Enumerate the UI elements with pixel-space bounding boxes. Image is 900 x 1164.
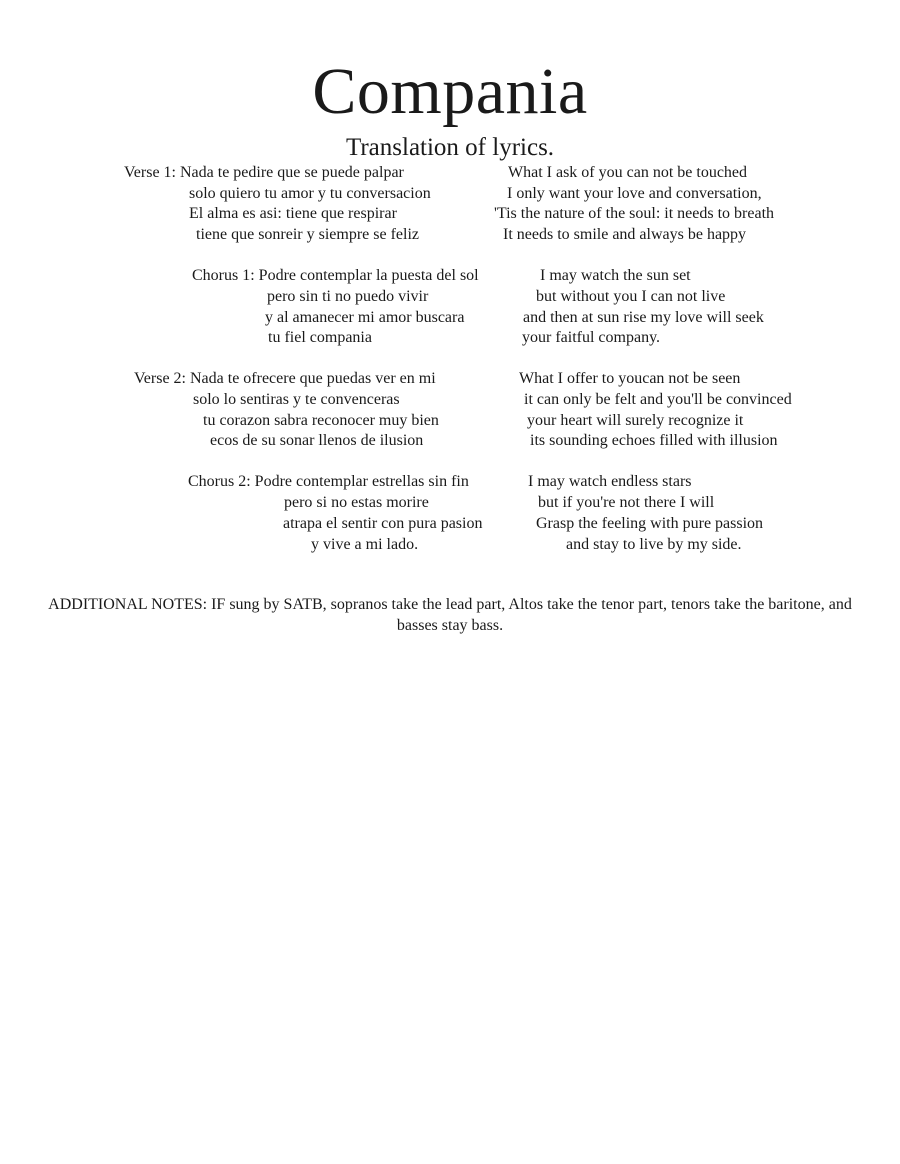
verse2-spanish-line: ecos de su sonar llenos de ilusion [210,432,424,449]
verse1-spanish-line: Verse 1: Nada te pedire que se puede palpar [124,164,404,181]
chorus2-english-line: Grasp the feeling with pure passion [536,515,764,532]
chorus2-spanish-line: y vive a mi lado. [311,536,419,553]
chorus1-spanish-line: Chorus 1: Podre contemplar la puesta del sol [192,267,479,284]
verse1-spanish-line: tiene que sonreir y siempre se feliz [196,226,420,243]
verse2-spanish-line: solo lo sentiras y te convenceras [193,391,400,408]
verse2-spanish-line: Verse 2: Nada te ofrecere que puedas ver en mi [134,370,436,387]
chorus2-spanish-line: Chorus 2: Podre contemplar estrellas sin fin [188,473,469,490]
verse2-spanish-line: tu corazon sabra reconocer muy bien [203,412,439,429]
verse1-english-line: It needs to smile and always be happy [503,226,747,243]
verse2-english-line: its sounding echoes filled with illusion [530,432,778,449]
verse2-english-line: your heart will surely recognize it [527,412,744,429]
chorus1-spanish-line: tu fiel compania [268,329,372,346]
chorus2-spanish-line: pero si no estas morire [284,494,429,511]
chorus1-english-line: but without you I can not live [536,288,726,305]
verse2-english-line: What I offer to youcan not be seen [519,370,741,387]
chorus2-spanish-line: atrapa el sentir con pura pasion [283,515,483,532]
page-subtitle: Translation of lyrics. [345,134,555,161]
chorus1-spanish-line: y al amanecer mi amor buscara [265,309,465,326]
chorus2-english-line: I may watch endless stars [528,473,692,490]
verse1-english-line: 'Tis the nature of the soul: it needs to breath [494,205,775,222]
verse1-english-line: I only want your love and conversation, [507,185,762,202]
additional-notes: ADDITIONAL NOTES: IF sung by SATB, sopranos take the lead part, Altos take the tenor part, tenors take the baritone, and basses stay bass. [48,596,852,634]
chorus1-english-line: your faitful company. [522,329,661,346]
verse1-spanish-line: El alma es asi: tiene que respirar [189,205,397,222]
verse2-english-line: it can only be felt and you'll be convinced [524,391,792,408]
chorus1-english-line: I may watch the sun set [540,267,691,284]
chorus1-english-line: and then at sun rise my love will seek [523,309,764,326]
verse1-english-line: What I ask of you can not be touched [508,164,748,181]
chorus2-english-line: but if you're not there I will [538,494,715,511]
chorus1-spanish-line: pero sin ti no puedo vivir [267,288,429,305]
page-title: Compania [312,55,588,128]
chorus2-english-line: and stay to live by my side. [566,536,742,553]
verse1-spanish-line: solo quiero tu amor y tu conversacion [189,185,431,202]
